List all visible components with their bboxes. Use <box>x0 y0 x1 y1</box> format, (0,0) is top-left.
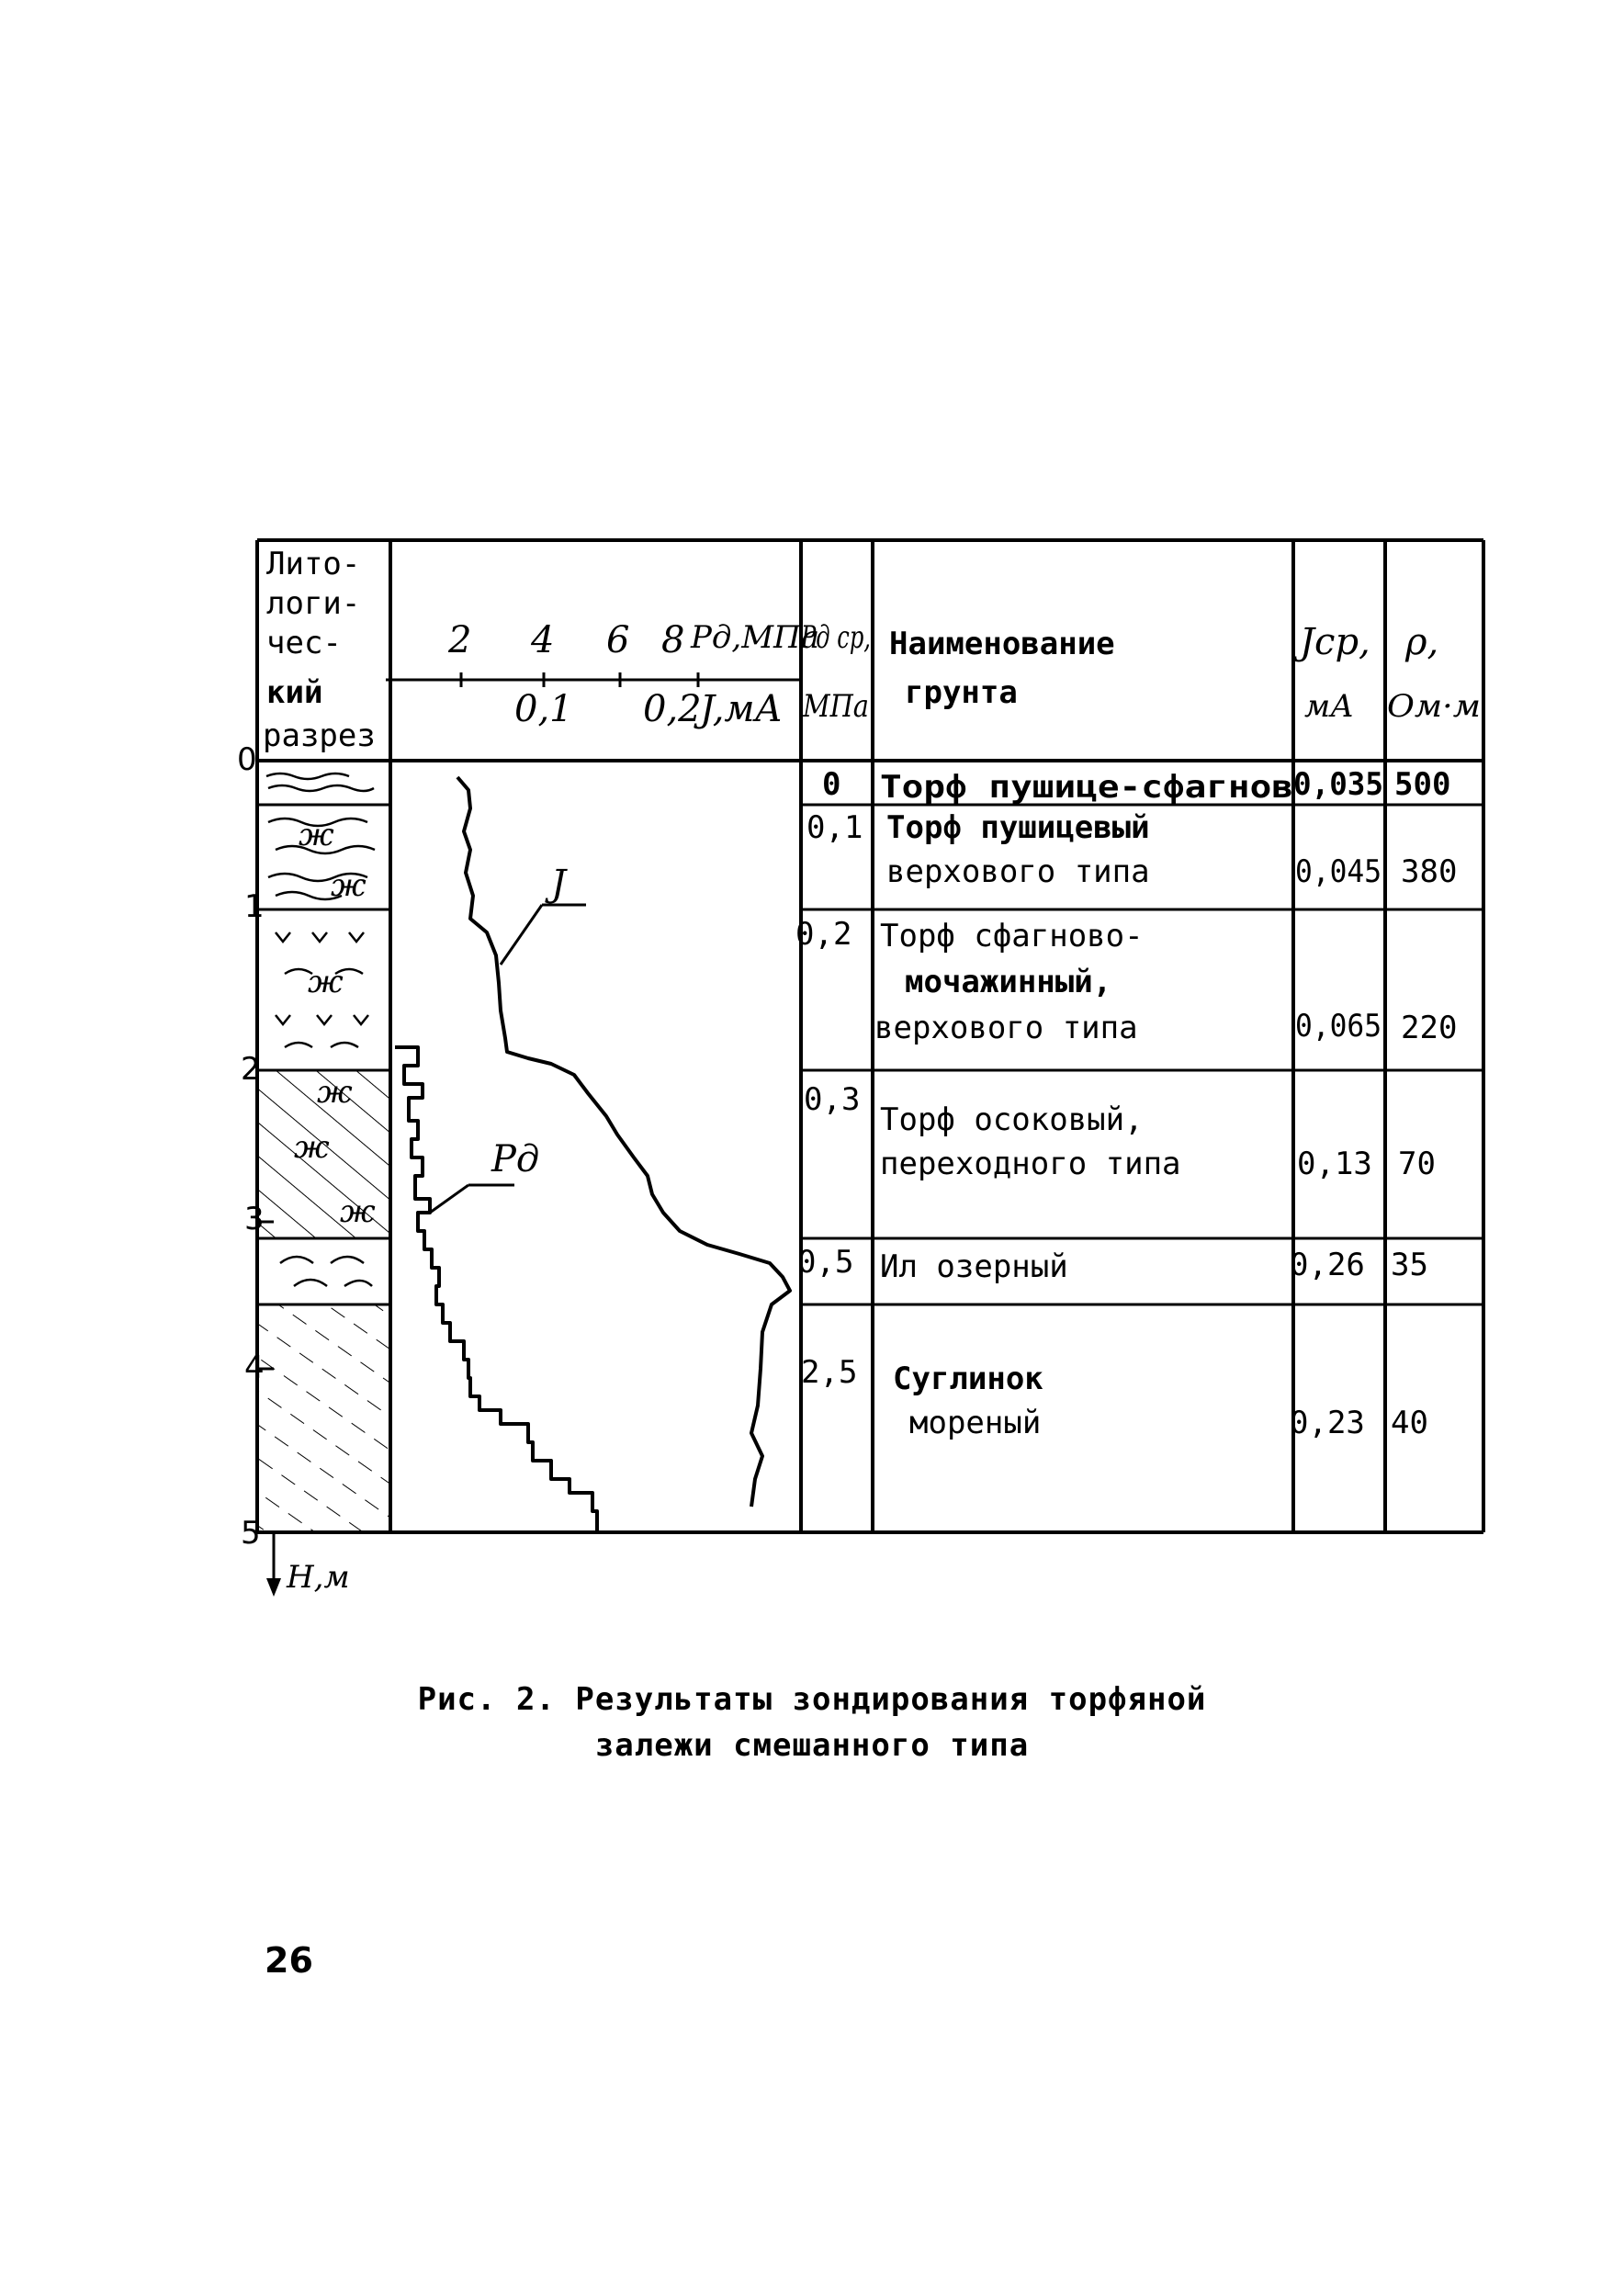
soil-name-cell: Торф сфагново- <box>880 918 1144 954</box>
soil-name-cell: Торф пушице-сфагнов <box>880 769 1293 806</box>
lith-header-line: разрез <box>263 717 376 754</box>
soil-name-cell: верхового типа <box>874 1010 1138 1046</box>
j-axis-label: J,мА <box>700 688 783 730</box>
soil-name-cell: верхового типа <box>886 853 1150 890</box>
pdcp-header-line: Pд ср, <box>800 619 871 656</box>
pdcp-cell: 0,2 <box>795 916 852 953</box>
depth-axis-label: H,м <box>287 1559 350 1596</box>
depth-tick-label: 0 <box>237 741 257 778</box>
pdcp-cell: 0,5 <box>797 1244 854 1281</box>
pdcp-cell: 0,3 <box>804 1081 861 1118</box>
lith-mark: ж <box>340 1193 376 1230</box>
table-row <box>795 916 1457 1046</box>
lith-header-line: кий <box>266 674 323 711</box>
table-row <box>804 1081 1436 1182</box>
lith-header-line: Лито- <box>266 546 361 582</box>
name-header-line: Наименование <box>889 626 1115 662</box>
j-tick: 0,1 <box>514 688 573 730</box>
jcp-header-line: Jср, <box>1300 621 1370 663</box>
table-row <box>801 1354 1428 1441</box>
rho-cell: 380 <box>1401 853 1458 890</box>
soil-name-cell: мочажинный, <box>905 964 1112 1000</box>
table-row <box>822 766 1450 806</box>
rho-cell: 220 <box>1401 1010 1458 1046</box>
figure-caption-line: залежи смешанного типа <box>594 1727 1030 1764</box>
pdcp-cell: 2,5 <box>801 1354 858 1391</box>
pdcp-cell: 0,1 <box>806 809 863 846</box>
sounding-curves <box>395 777 790 1532</box>
soil-name-cell: переходного типа <box>880 1146 1181 1182</box>
lith-mark: ж <box>299 817 334 853</box>
figure-caption-line: Рис. 2. Результаты зондирования торфяной <box>417 1681 1207 1718</box>
rho-header-line: ρ, <box>1405 621 1439 663</box>
curve-label-pd: Pд <box>491 1138 540 1180</box>
rho-header-line: Ом·м <box>1387 688 1481 725</box>
pd-axis-label: Pд,МПа <box>691 619 819 656</box>
lith-mark: ж <box>317 1074 353 1111</box>
name-header-line: грунта <box>905 674 1018 711</box>
depth-tick-label: 1 <box>244 888 265 925</box>
pdcp-cell: 0 <box>822 766 841 803</box>
lith-mark: ж <box>294 1129 330 1166</box>
pd-tick: 4 <box>531 619 555 661</box>
pd-tick: 6 <box>606 619 630 661</box>
depth-tick-label: 2 <box>241 1051 261 1088</box>
soil-name-cell: Торф осоковый, <box>880 1101 1144 1138</box>
table-row <box>797 1244 1428 1285</box>
jcp-header-line: мА <box>1304 688 1354 725</box>
rho-cell: 35 <box>1391 1247 1428 1283</box>
soil-name-cell: Ил озерный <box>880 1248 1068 1285</box>
rho-cell: 40 <box>1391 1405 1428 1441</box>
lith-header-line: чес- <box>266 625 342 661</box>
depth-tick-label: 3 <box>244 1201 265 1237</box>
soil-name-cell: Торф пушицевый <box>886 809 1150 846</box>
resistance-curve-pd <box>395 1047 597 1532</box>
jcp-cell: 0,13 <box>1297 1146 1372 1182</box>
table-row <box>806 809 1457 890</box>
jcp-cell: 0,23 <box>1290 1405 1365 1441</box>
curve-label-j: J <box>551 863 567 905</box>
jcp-cell: 0,035 <box>1293 766 1383 803</box>
pd-tick: 8 <box>661 619 685 661</box>
lith-header-line: логи- <box>266 585 361 622</box>
depth-tick-label: 4 <box>244 1349 265 1386</box>
j-tick: 0,2 <box>643 688 702 730</box>
soil-name-cell: Суглинок <box>893 1361 1043 1397</box>
pd-tick: 2 <box>448 619 472 661</box>
jcp-cell: 0,045 <box>1295 853 1382 890</box>
lith-mark: ж <box>331 867 367 904</box>
pdcp-header-line: МПа <box>802 688 869 725</box>
rho-cell: 70 <box>1398 1146 1436 1182</box>
rho-cell: 500 <box>1394 766 1451 803</box>
jcp-cell: 0,065 <box>1295 1008 1382 1045</box>
soil-name-cell: мореный <box>909 1405 1042 1441</box>
jcp-cell: 0,26 <box>1290 1247 1365 1283</box>
layers-table <box>795 766 1457 1441</box>
page-number: 26 <box>265 1940 313 1981</box>
lith-mark: ж <box>308 964 344 1000</box>
depth-tick-label: 5 <box>241 1515 261 1552</box>
